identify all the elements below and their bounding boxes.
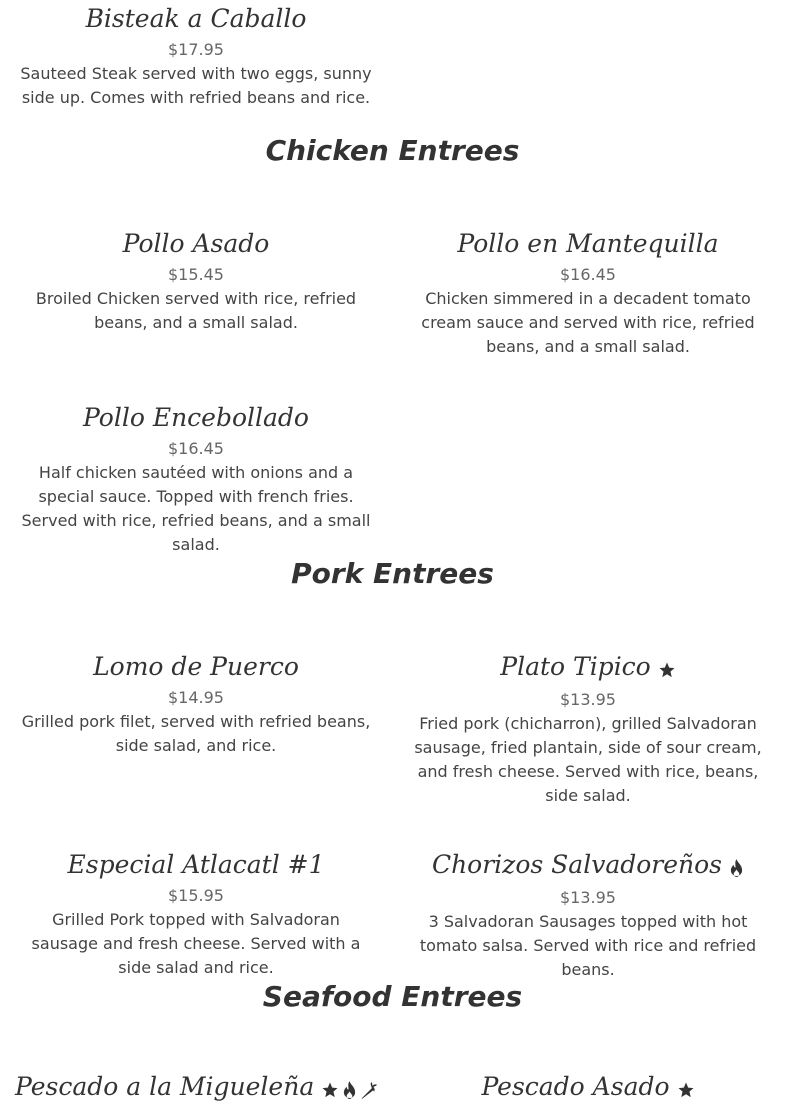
item-price: $16.45	[560, 265, 616, 284]
menu-item	[407, 850, 769, 982]
menu-item	[15, 652, 377, 758]
section-title-chicken: Chicken Entrees	[265, 134, 520, 167]
star-icon	[321, 1081, 339, 1099]
item-description: Broiled Chicken served with rice, refried beans, and a small salad.	[35, 289, 357, 332]
menu-item	[15, 4, 377, 110]
item-name: Lomo de Puerco	[93, 652, 299, 681]
item-name: Especial Atlacatl #1	[67, 850, 325, 879]
item-name-row	[407, 652, 769, 684]
item-description: Half chicken sautéed with onions and a special sauce. Topped with french fries. Served with rice, refried beans, and a small salad.	[21, 463, 371, 554]
item-description: Chicken simmered in a decadent tomato cream sauce and served with rice, refried beans, and a small salad.	[421, 289, 755, 356]
item-name-row	[407, 1072, 769, 1104]
item-name-row	[407, 850, 769, 882]
star-icon	[677, 1081, 695, 1099]
item-price: $15.45	[168, 265, 224, 284]
item-name: Pescado Asado	[481, 1072, 670, 1101]
menu-item	[407, 652, 769, 808]
item-description: Fried pork (chicharron), grilled Salvadoran sausage, fried plantain, side of sour cream, and fresh cheese. Served with rice, beans, side salad.	[414, 713, 762, 805]
section-title-pork: Pork Entrees	[291, 557, 494, 590]
item-description: Grilled Pork topped with Salvadoran sausage and fresh cheese. Served with a side salad and rice.	[31, 910, 361, 977]
flame-icon	[729, 859, 744, 878]
item-name: Pollo en Mantequilla	[457, 229, 719, 258]
item-name-row	[15, 1072, 377, 1104]
item-price: $14.95	[168, 688, 224, 707]
item-icons	[655, 654, 676, 684]
item-icons	[726, 852, 744, 882]
item-description: 3 Salvadoran Sausages topped with hot tomato salsa. Served with rice and refried beans.	[419, 911, 757, 979]
item-icons	[674, 1074, 695, 1104]
menu-item	[15, 850, 377, 980]
item-icons	[318, 1074, 379, 1104]
item-name: Chorizos Salvadoreños	[431, 850, 723, 879]
menu-item	[15, 1072, 377, 1104]
item-name: Plato Tipico	[500, 652, 651, 681]
star-icon	[658, 661, 676, 679]
menu-item	[15, 229, 377, 335]
item-name: Pollo Encebollado	[82, 403, 309, 432]
item-price: $13.95	[560, 887, 616, 907]
item-name: Bisteak a Caballo	[85, 4, 307, 33]
item-name: Pollo Asado	[122, 229, 270, 258]
item-description: Sauteed Steak served with two eggs, sunny side up. Comes with refried beans and rice.	[20, 64, 372, 107]
item-price: $15.95	[168, 886, 224, 905]
item-price: $13.95	[560, 689, 616, 709]
menu-item	[15, 403, 377, 557]
item-description: Grilled pork filet, served with refried beans, side salad, and rice.	[21, 712, 371, 755]
item-price: $16.45	[168, 439, 224, 458]
item-price: $17.95	[168, 40, 224, 59]
menu-item	[407, 1072, 769, 1104]
menu-item	[407, 229, 769, 359]
item-name: Pescado a la Migueleña	[15, 1072, 315, 1101]
section-title-seafood: Seafood Entrees	[262, 980, 523, 1013]
